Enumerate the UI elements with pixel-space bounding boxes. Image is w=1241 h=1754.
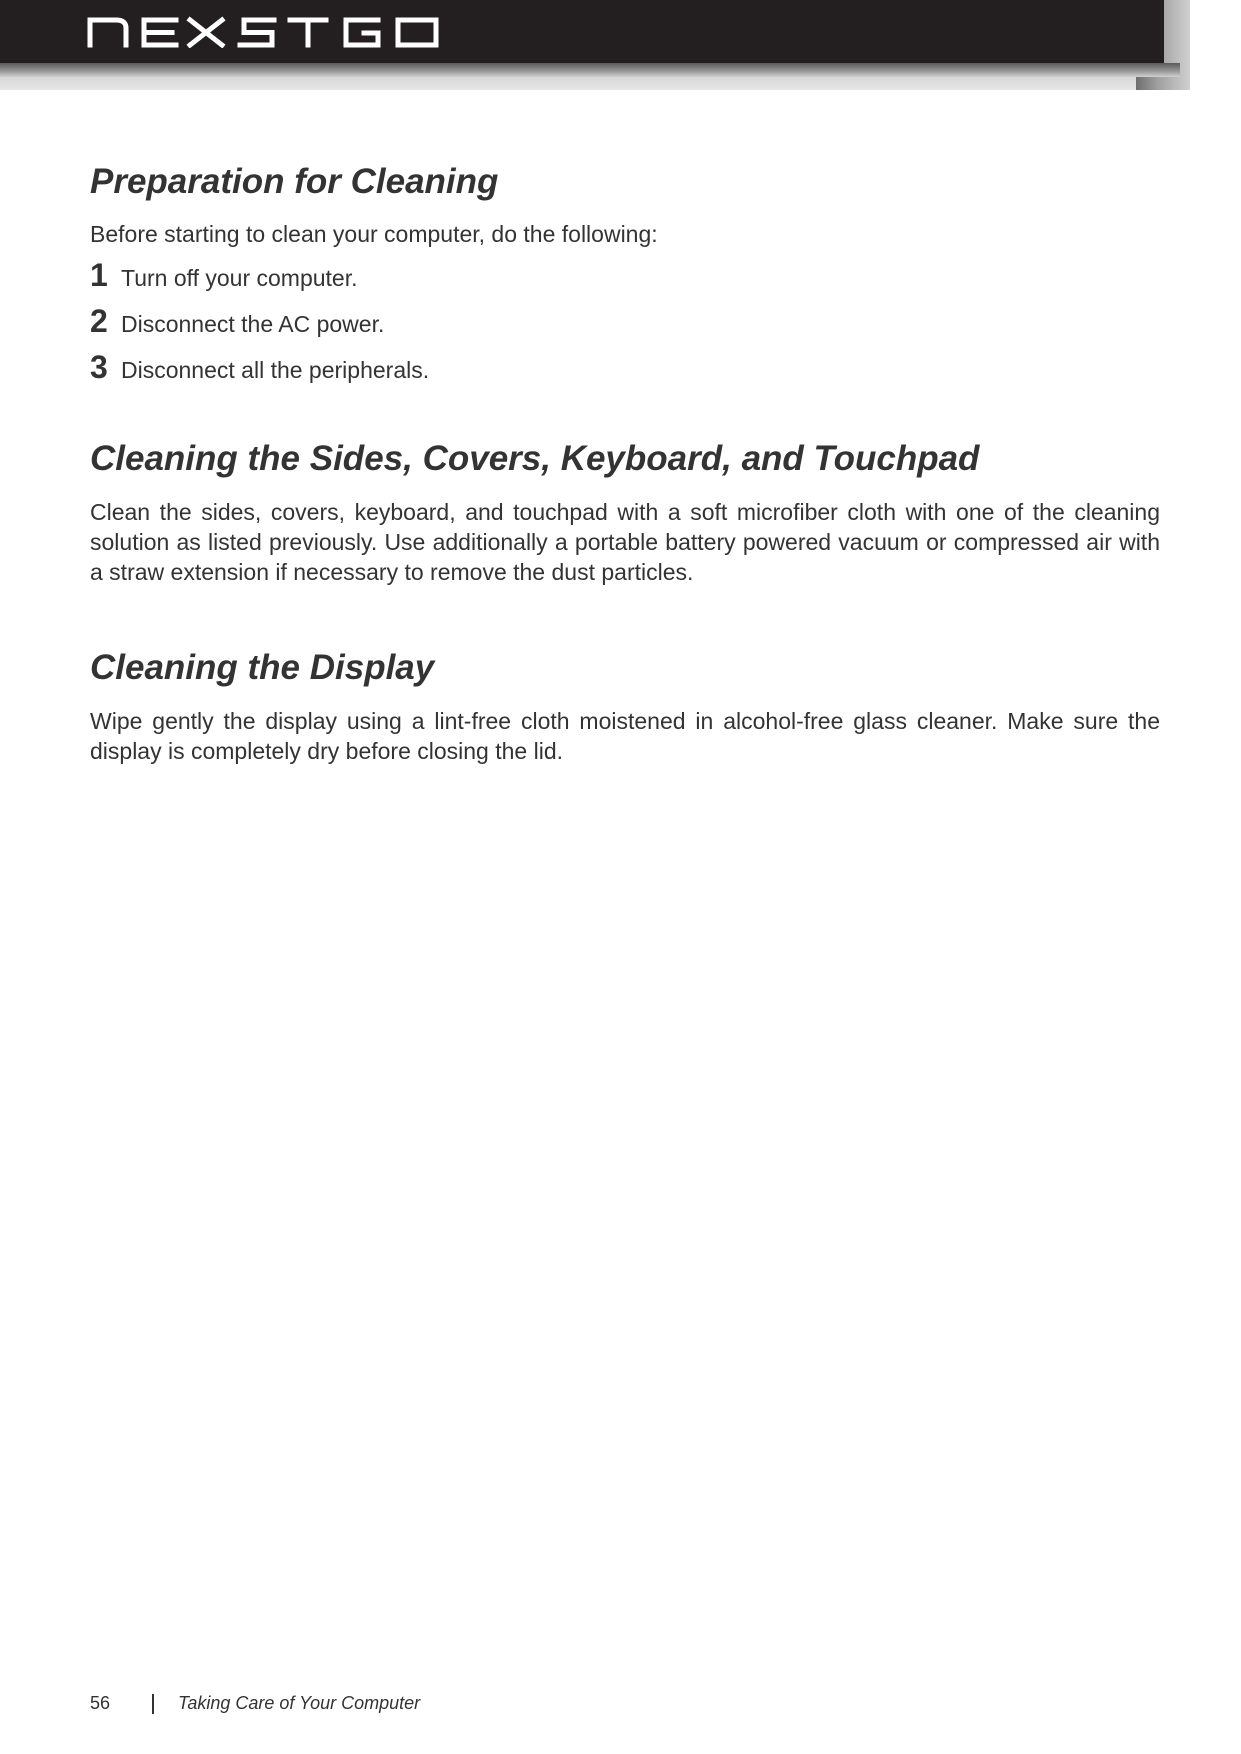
step-number: 2 — [90, 303, 108, 339]
step-item — [90, 303, 1160, 349]
step-text: Disconnect all the peripherals. — [121, 357, 430, 383]
preparation-intro: Before starting to clean your computer, do the following: — [90, 221, 658, 247]
header-banner — [0, 0, 1190, 90]
nexstgo-logo-icon — [86, 14, 448, 48]
step-item — [90, 257, 1160, 303]
step-text: Disconnect the AC power. — [121, 311, 385, 337]
preparation-steps — [90, 257, 1160, 395]
section-title-preparation: Preparation for Cleaning — [90, 162, 499, 201]
display-body: Wipe gently the display using a lint-free cloth moistened in alcohol-free glass cleaner. Make sure the display is completely dry before closing the lid. — [90, 708, 1160, 764]
step-text: Turn off your computer. — [121, 265, 358, 291]
sides-body: Clean the sides, covers, keyboard, and touchpad with a soft microfiber cloth with one of the cleaning solution as listed previously. Use additionally a portable battery powered vacuum or compressed air with a straw extension if necessary to remove the dust particles. — [90, 499, 1160, 585]
page-number: 56 — [90, 1693, 111, 1713]
chapter-title: Taking Care of Your Computer — [178, 1693, 421, 1713]
step-number: 3 — [90, 349, 108, 385]
banner-bottom-shade — [0, 63, 1180, 77]
section-title-sides: Cleaning the Sides, Covers, Keyboard, and Touchpad — [90, 439, 980, 478]
page-content — [90, 158, 1160, 766]
step-item — [90, 349, 1160, 395]
step-number: 1 — [90, 257, 108, 293]
page-footer — [90, 1693, 420, 1714]
section-title-display: Cleaning the Display — [90, 648, 435, 687]
footer-separator — [152, 1694, 154, 1714]
